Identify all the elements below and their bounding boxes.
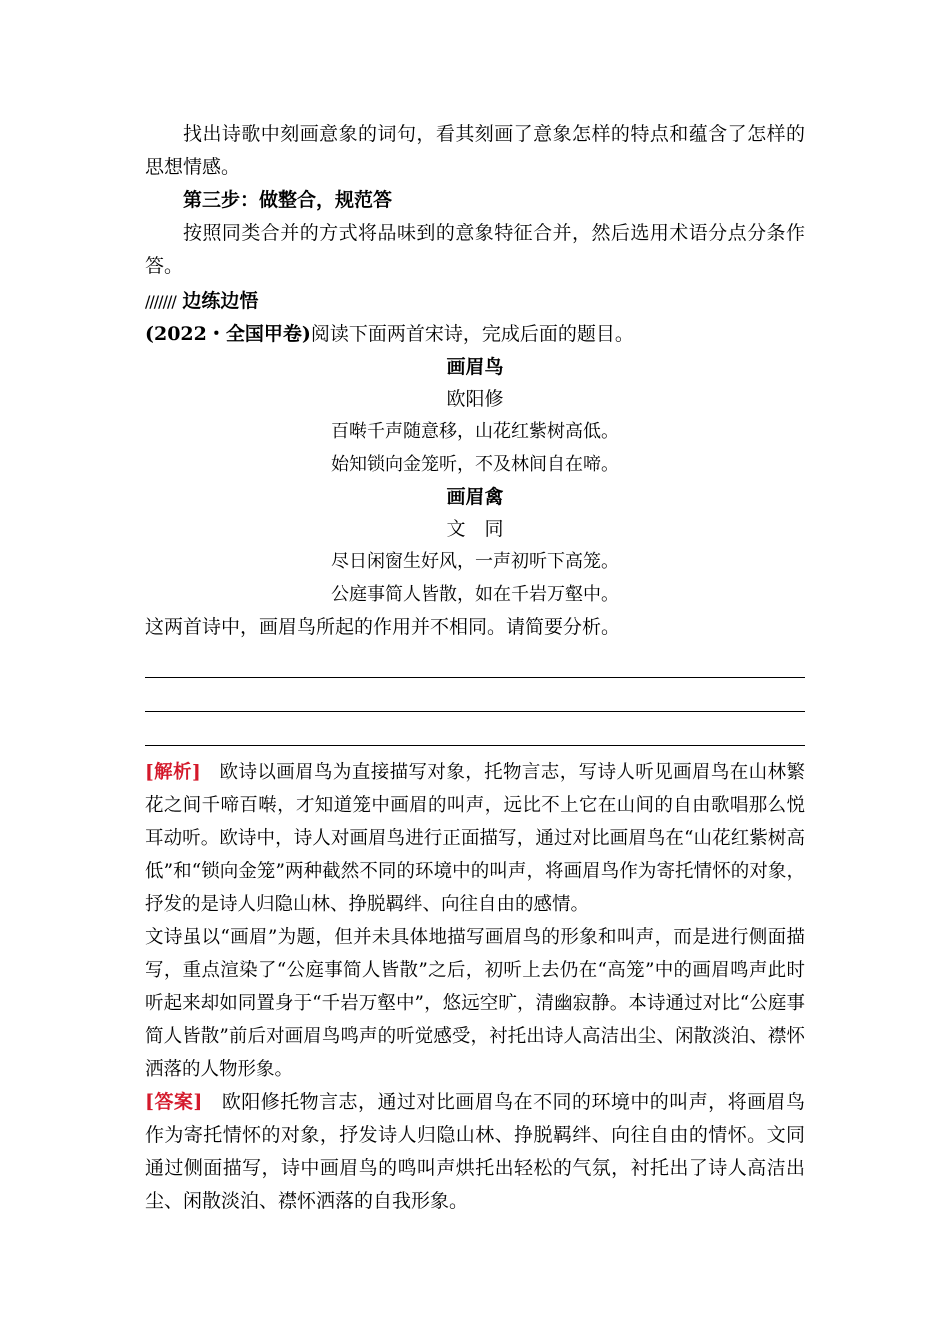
answer-paragraph [145, 1086, 805, 1218]
answer-blank-line [145, 644, 805, 678]
method-paragraph-2: 按照同类合并的方式将品味到的意象特征合并，然后选用术语分点分条作答。 [145, 222, 805, 277]
step3-heading: 第三步：做整合，规范答 [183, 189, 393, 211]
analysis-tag: [解析] [145, 762, 201, 783]
method-paragraph: 找出诗歌中刻画意象的词句，看其刻画了意象怎样的特点和蕴含了怎样的思想情感。 [145, 123, 805, 178]
analysis-paragraph-2: 文诗虽以“画眉”为题，但并未具体地描写画眉鸟的形象和叫声，而是进行侧面描写，重点渲染了“公庭事简人皆散”之后，初听上去仍在“高笼”中的画眉鸣声此时听起来却如同置身于“千岩万壑中”，悠远空旷，清幽寂静。本诗通过对比“公庭事简人皆散”前后对画眉鸟鸣声的听觉感受，衬托出诗人高洁出尘、闲散淡泊、襟怀洒落的人物形象。 [145, 927, 805, 1080]
document-page [145, 118, 805, 1218]
answer-text: 欧阳修托物言志，通过对比画眉鸟在不同的环境中的叫声，将画眉鸟作为寄托情怀的对象，抒发诗人归隐山林、挣脱羁绊、向往自由的情怀。文同通过侧面描写，诗中画眉鸟的鸣叫声烘托出轻松的气氛，衬托出了诗人高洁出尘、闲散淡泊、襟怀洒落的自我形象。 [145, 1091, 805, 1212]
section-slashes: /////// [145, 292, 176, 311]
poem-line: 始知锁向金笼听，不及林间自在啼。 [331, 454, 619, 475]
poem-author: 欧阳修 [446, 388, 504, 410]
practice-label: 边练边悟 [182, 290, 259, 312]
question-source: (2022・全国甲卷) [145, 323, 311, 345]
poem-2 [145, 481, 805, 611]
poem-line: 百啭千声随意移，山花红紫树高低。 [331, 421, 619, 442]
practice-heading [145, 285, 805, 318]
poem-title: 画眉鸟 [446, 356, 504, 378]
analysis-paragraph-1 [145, 756, 805, 921]
answer-blank-line [145, 712, 805, 746]
analysis-text-1: 欧诗以画眉鸟为直接描写对象，托物言志，写诗人听见画眉鸟在山林繁花之间千啼百啭，才知道笼中画眉的叫声，远比不上它在山间的自由歌唱那么悦耳动听。欧诗中，诗人对画眉鸟进行正面描写，通过对比画眉鸟在“山花红紫树高低”和“锁向金笼”两种截然不同的环境中的叫声，将画眉鸟作为寄托情怀的对象，抒发的是诗人归隐山林、挣脱羁绊、向往自由的感情。 [145, 762, 805, 915]
answer-blank-lines [145, 644, 805, 746]
poem-author: 文 同 [446, 518, 504, 540]
answer-tag: [答案] [145, 1091, 203, 1113]
poem-title: 画眉禽 [446, 486, 504, 508]
question-intro-text: 阅读下面两首宋诗，完成后面的题目。 [310, 323, 634, 345]
poem-1 [145, 351, 805, 481]
poem-line: 尽日闲窗生好风，一声初听下高笼。 [331, 551, 619, 572]
answer-blank-line [145, 678, 805, 712]
poem-line: 公庭事简人皆散，如在千岩万壑中。 [331, 584, 619, 605]
question-text: 这两首诗中，画眉鸟所起的作用并不相同。请简要分析。 [145, 616, 621, 638]
question-intro [145, 318, 805, 351]
